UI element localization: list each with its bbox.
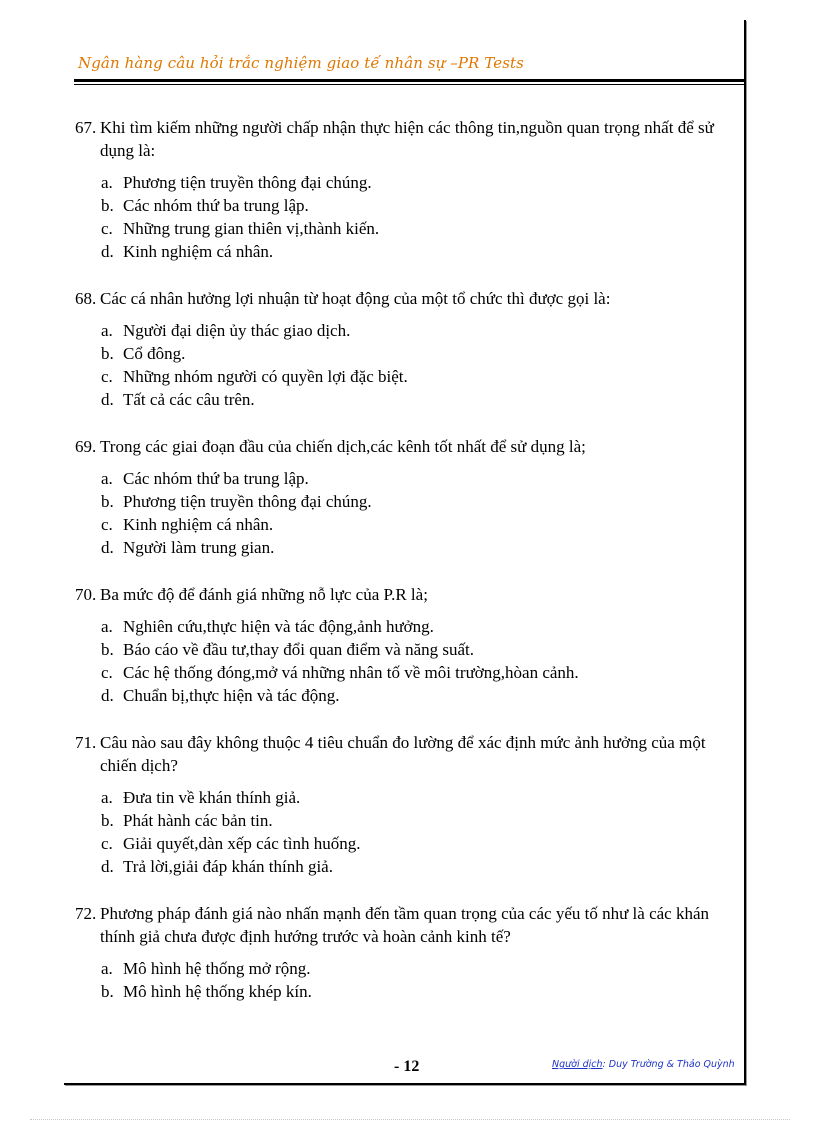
answer-option [101, 467, 735, 490]
question-text: Các cá nhân hưởng lợi nhuận từ hoạt động của một tổ chức thì được gọi là: [100, 289, 611, 308]
option-letter: c. [101, 219, 113, 238]
answer-option [101, 388, 735, 411]
question-stem [75, 583, 735, 606]
option-text: Phương tiện truyền thông đại chúng. [123, 492, 372, 511]
option-text: Báo cáo về đầu tư,thay đổi quan điểm và năng suất. [123, 640, 475, 659]
option-letter: a. [101, 959, 113, 978]
option-text: Chuẩn bị,thực hiện và tác động. [123, 686, 340, 705]
question-70 [75, 583, 735, 707]
answer-options [75, 786, 735, 878]
answer-option [101, 661, 735, 684]
option-text: Kinh nghiệm cá nhân. [123, 515, 274, 534]
option-text: Các nhóm thứ ba trung lập. [123, 196, 309, 215]
answer-options [75, 171, 735, 263]
answer-option [101, 832, 735, 855]
option-text: Những trung gian thiên vị,thành kiến. [123, 219, 380, 238]
option-letter: b. [101, 982, 114, 1001]
question-text: Ba mức độ để đánh giá những nỗ lực của P.R là; [100, 585, 428, 604]
option-letter: d. [101, 390, 114, 409]
answer-option [101, 684, 735, 707]
translator-credit-names: : Duy Trường & Thảo Quỳnh [602, 1059, 735, 1070]
question-number: 67. [75, 118, 97, 137]
option-text: Phát hành các bản tin. [123, 811, 273, 830]
answer-option [101, 171, 735, 194]
question-number: 70. [75, 585, 97, 604]
answer-option [101, 855, 735, 878]
page-number: - 12 [394, 1058, 420, 1075]
option-text: Mô hình hệ thống mở rộng. [123, 959, 311, 978]
option-text: Người đại diện ủy thác giao dịch. [123, 321, 351, 340]
option-letter: a. [101, 469, 113, 488]
answer-option [101, 513, 735, 536]
question-text: Phương pháp đánh giá nào nhấn mạnh đến tầm quan trọng của các yếu tố như là các khán thính giả chưa được định hướng trước và hoàn cảnh kinh tế? [100, 904, 710, 946]
option-letter: b. [101, 196, 114, 215]
option-text: Đưa tin về khán thính giả. [123, 788, 301, 807]
option-letter: a. [101, 321, 113, 340]
option-letter: c. [101, 663, 113, 682]
option-text: Những nhóm người có quyền lợi đặc biệt. [123, 367, 408, 386]
answer-option [101, 957, 735, 980]
question-stem [75, 287, 735, 310]
question-text: Câu nào sau đây không thuộc 4 tiêu chuẩn đo lường để xác định mức ảnh hưởng của một chiến dịch? [100, 733, 706, 775]
option-letter: b. [101, 344, 114, 363]
option-letter: a. [101, 788, 113, 807]
header-rule-thin [74, 84, 744, 85]
question-stem [75, 116, 735, 162]
answer-option [101, 615, 735, 638]
answer-option [101, 240, 735, 263]
header-rule-thick [74, 79, 744, 82]
answer-option [101, 319, 735, 342]
translator-credit [552, 1059, 735, 1070]
answer-options [75, 957, 735, 1003]
option-letter: c. [101, 367, 113, 386]
question-number: 72. [75, 904, 97, 923]
option-letter: b. [101, 811, 114, 830]
option-letter: d. [101, 857, 114, 876]
question-69 [75, 435, 735, 559]
answer-option [101, 365, 735, 388]
question-67 [75, 116, 735, 263]
question-stem [75, 435, 735, 458]
question-stem [75, 902, 735, 948]
option-text: Cổ đông. [123, 344, 186, 363]
option-text: Các nhóm thứ ba trung lập. [123, 469, 309, 488]
answer-option [101, 490, 735, 513]
option-text: Mô hình hệ thống khép kín. [123, 982, 312, 1001]
answer-options [75, 319, 735, 411]
question-71 [75, 731, 735, 878]
translator-credit-label: Người dịch [552, 1059, 603, 1070]
option-text: Tất cả các câu trên. [123, 390, 255, 409]
option-text: Trả lời,giải đáp khán thính giả. [123, 857, 333, 876]
page-bottom-edge [30, 1119, 790, 1120]
option-text: Nghiên cứu,thực hiện và tác động,ảnh hưởng. [123, 617, 434, 636]
option-letter: b. [101, 492, 114, 511]
question-text: Trong các giai đoạn đầu của chiến dịch,các kênh tốt nhất để sử dụng là; [100, 437, 586, 456]
answer-option [101, 638, 735, 661]
option-text: Kinh nghiệm cá nhân. [123, 242, 274, 261]
question-72 [75, 902, 735, 1003]
option-letter: b. [101, 640, 114, 659]
option-letter: d. [101, 242, 114, 261]
option-text: Phương tiện truyền thông đại chúng. [123, 173, 372, 192]
answer-options [75, 467, 735, 559]
question-number: 68. [75, 289, 97, 308]
answer-option [101, 217, 735, 240]
option-letter: d. [101, 538, 114, 557]
option-text: Giải quyết,dàn xếp các tình huống. [123, 834, 361, 853]
question-number: 71. [75, 733, 97, 752]
option-letter: c. [101, 834, 113, 853]
answer-options [75, 615, 735, 707]
option-text: Các hệ thống đóng,mở vá những nhân tố về môi trường,hòan cảnh. [123, 663, 579, 682]
question-text: Khi tìm kiếm những người chấp nhận thực hiện các thông tin,nguồn quan trọng nhất để sử dụng là: [100, 118, 714, 160]
option-letter: a. [101, 173, 113, 192]
question-stem [75, 731, 735, 777]
option-letter: d. [101, 686, 114, 705]
answer-option [101, 194, 735, 217]
option-text: Người làm trung gian. [123, 538, 275, 557]
question-number: 69. [75, 437, 97, 456]
header-title: Ngân hàng câu hỏi trắc nghiệm giao tế nhân sự –PR Tests [78, 54, 524, 72]
option-letter: a. [101, 617, 113, 636]
option-letter: c. [101, 515, 113, 534]
answer-option [101, 536, 735, 559]
answer-option [101, 809, 735, 832]
question-list [75, 116, 735, 1027]
answer-option [101, 786, 735, 809]
answer-option [101, 980, 735, 1003]
answer-option [101, 342, 735, 365]
question-68 [75, 287, 735, 411]
